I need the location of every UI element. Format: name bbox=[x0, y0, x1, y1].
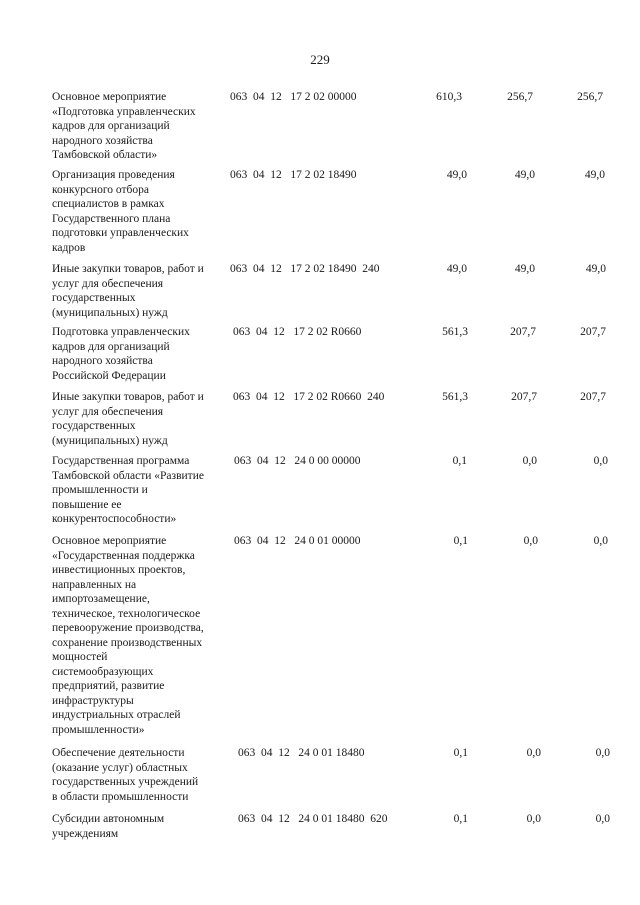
row-value-3: 207,7 bbox=[580, 391, 606, 403]
row-budget-code: 063 04 12 24 0 01 18480 bbox=[238, 747, 365, 759]
row-value-2: 0,0 bbox=[526, 747, 541, 759]
row-description: Субсидии автономным учреждениям bbox=[52, 813, 165, 840]
row-value-3: 0,0 bbox=[593, 535, 608, 547]
row-description: Организация проведения конкурсного отбора специалистов в рамках Государственного плана подготовки управленческих кадров bbox=[52, 169, 189, 254]
row-value-3: 49,0 bbox=[584, 169, 605, 181]
row-description: Основное мероприятие «Государственная поддержка инвестиционных проектов, направленных на импортозамещение, техническое, технологическое перевооружение производства, сохранение производственных мощностей системообразующих предприятий, развитие инфраструктуры индустриальных отраслей промышленности» bbox=[52, 535, 204, 736]
row-value-1: 561,3 bbox=[442, 326, 468, 338]
row-value-3: 256,7 bbox=[577, 91, 603, 103]
row-description: Иные закупки товаров, работ и услуг для обеспечения государственных (муниципальных) нужд bbox=[52, 263, 204, 319]
row-value-3: 0,0 bbox=[595, 813, 610, 825]
row-budget-code: 063 04 12 17 2 02 00000 bbox=[230, 91, 357, 103]
row-value-2: 256,7 bbox=[507, 91, 533, 103]
row-description: Иные закупки товаров, работ и услуг для обеспечения государственных (муниципальных) нужд bbox=[52, 391, 204, 447]
row-budget-code: 063 04 12 24 0 01 00000 bbox=[234, 535, 361, 547]
page-number: 229 bbox=[310, 52, 330, 67]
row-budget-code: 063 04 12 24 0 00 00000 bbox=[234, 455, 361, 467]
row-value-2: 207,7 bbox=[510, 326, 536, 338]
row-value-1: 561,3 bbox=[442, 391, 468, 403]
row-value-2: 0,0 bbox=[522, 455, 537, 467]
row-value-1: 49,0 bbox=[446, 263, 467, 275]
row-description: Государственная программа Тамбовской области «Развитие промышленности и повышение ее конкурентоспособности» bbox=[52, 455, 204, 525]
row-value-2: 0,0 bbox=[526, 813, 541, 825]
row-value-1: 0,1 bbox=[452, 455, 467, 467]
row-budget-code: 063 04 12 17 2 02 R0660 bbox=[233, 326, 362, 338]
row-value-1: 0,1 bbox=[453, 747, 468, 759]
row-value-2: 49,0 bbox=[514, 169, 535, 181]
row-value-3: 207,7 bbox=[580, 326, 606, 338]
row-value-2: 0,0 bbox=[523, 535, 538, 547]
row-budget-code: 063 04 12 17 2 02 R0660 240 bbox=[233, 391, 385, 403]
row-description: Обеспечение деятельности (оказание услуг) областных государственных учреждений в области промышленности bbox=[52, 747, 199, 803]
row-value-1: 0,1 bbox=[453, 813, 468, 825]
row-description: Основное мероприятие «Подготовка управленческих кадров для организаций народного хозяйства Тамбовской области» bbox=[52, 91, 196, 161]
row-value-1: 610,3 bbox=[436, 91, 462, 103]
row-budget-code: 063 04 12 17 2 02 18490 240 bbox=[230, 263, 380, 275]
row-budget-code: 063 04 12 17 2 02 18490 bbox=[230, 169, 357, 181]
row-value-1: 49,0 bbox=[446, 169, 467, 181]
row-value-3: 0,0 bbox=[595, 747, 610, 759]
row-description: Подготовка управленческих кадров для организаций народного хозяйства Российской Федерации bbox=[52, 326, 190, 382]
row-value-3: 49,0 bbox=[585, 263, 606, 275]
row-budget-code: 063 04 12 24 0 01 18480 620 bbox=[238, 813, 388, 825]
row-value-2: 207,7 bbox=[511, 391, 537, 403]
row-value-3: 0,0 bbox=[593, 455, 608, 467]
row-value-1: 0,1 bbox=[453, 535, 468, 547]
row-value-2: 49,0 bbox=[514, 263, 535, 275]
